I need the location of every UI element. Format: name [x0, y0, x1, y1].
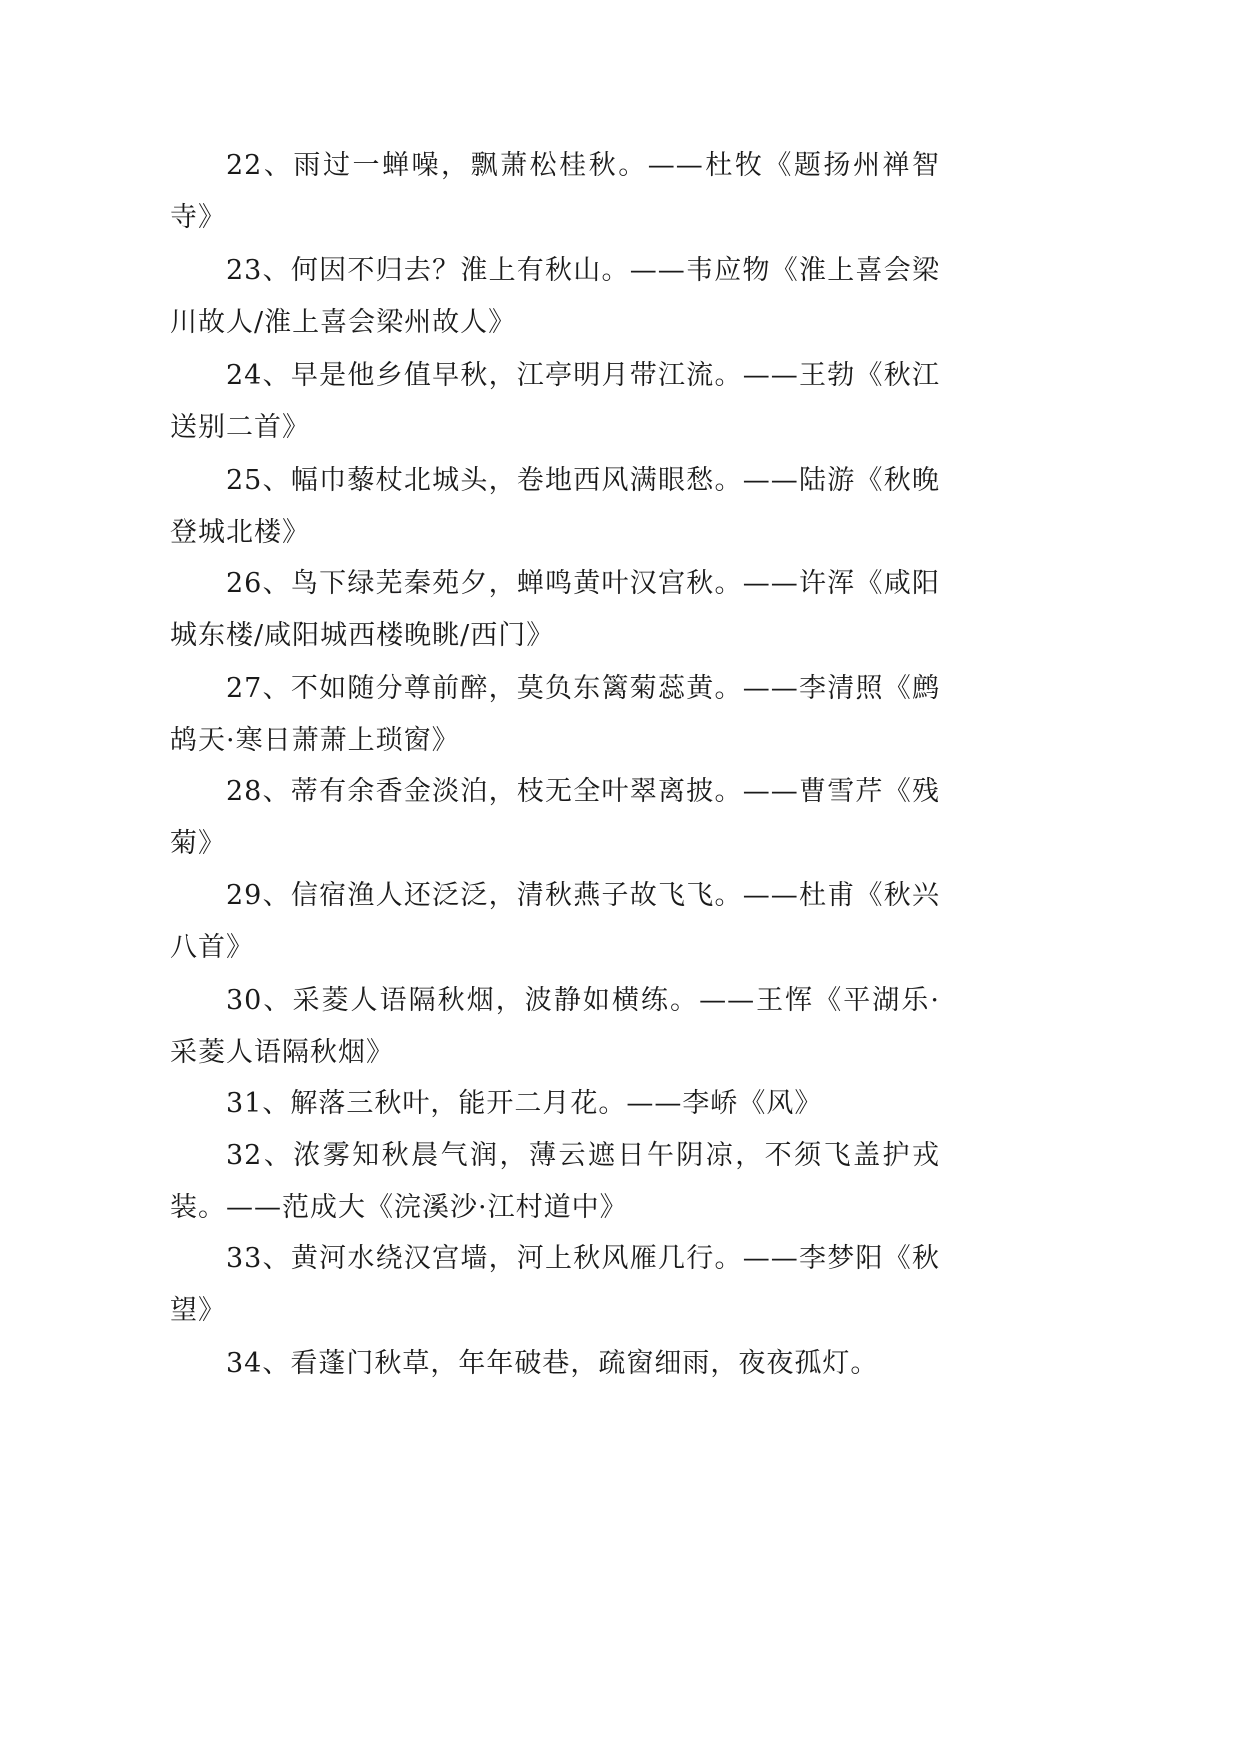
- poem-entry-32: 32、浓雾知秋晨气润，薄云遮日午阴凉，不须飞盖护戎装。——范成大《浣溪沙·江村道中》: [170, 1140, 940, 1223]
- poem-entry-30: 30、采菱人语隔秋烟，波静如横练。——王恽《平湖乐·采菱人语隔秋烟》: [170, 985, 940, 1068]
- poem-entry-26: 26、鸟下绿芜秦苑夕，蝉鸣黄叶汉宫秋。——许浑《咸阳城东楼/咸阳城西楼晚眺/西门》: [170, 568, 940, 651]
- poem-entry-27: 27、不如随分尊前醉，莫负东篱菊蕊黄。——李清照《鹧鸪天·寒日萧萧上琐窗》: [170, 673, 940, 756]
- poem-entry-28: 28、蒂有余香金淡泊，枝无全叶翠离披。——曹雪芹《残菊》: [170, 776, 940, 859]
- poem-entry-22: 22、雨过一蝉噪，飘萧松桂秋。——杜牧《题扬州禅智寺》: [170, 150, 940, 233]
- poem-entry-29: 29、信宿渔人还泛泛，清秋燕子故飞飞。——杜甫《秋兴八首》: [170, 880, 940, 963]
- poem-entry-33: 33、黄河水绕汉宫墙，河上秋风雁几行。——李梦阳《秋望》: [170, 1243, 940, 1326]
- poem-entry-23: 23、何因不归去？淮上有秋山。——韦应物《淮上喜会梁川故人/淮上喜会梁州故人》: [170, 255, 940, 338]
- poem-entry-25: 25、幅巾藜杖北城头，卷地西风满眼愁。——陆游《秋晚登城北楼》: [170, 465, 940, 548]
- poem-entry-24: 24、早是他乡值早秋，江亭明月带江流。——王勃《秋江送别二首》: [170, 360, 940, 443]
- poem-entry-31: 31、解落三秋叶，能开二月花。——李峤《风》: [226, 1088, 823, 1119]
- poem-entry-34: 34、看蓬门秋草，年年破巷，疏窗细雨，夜夜孤灯。: [226, 1348, 879, 1379]
